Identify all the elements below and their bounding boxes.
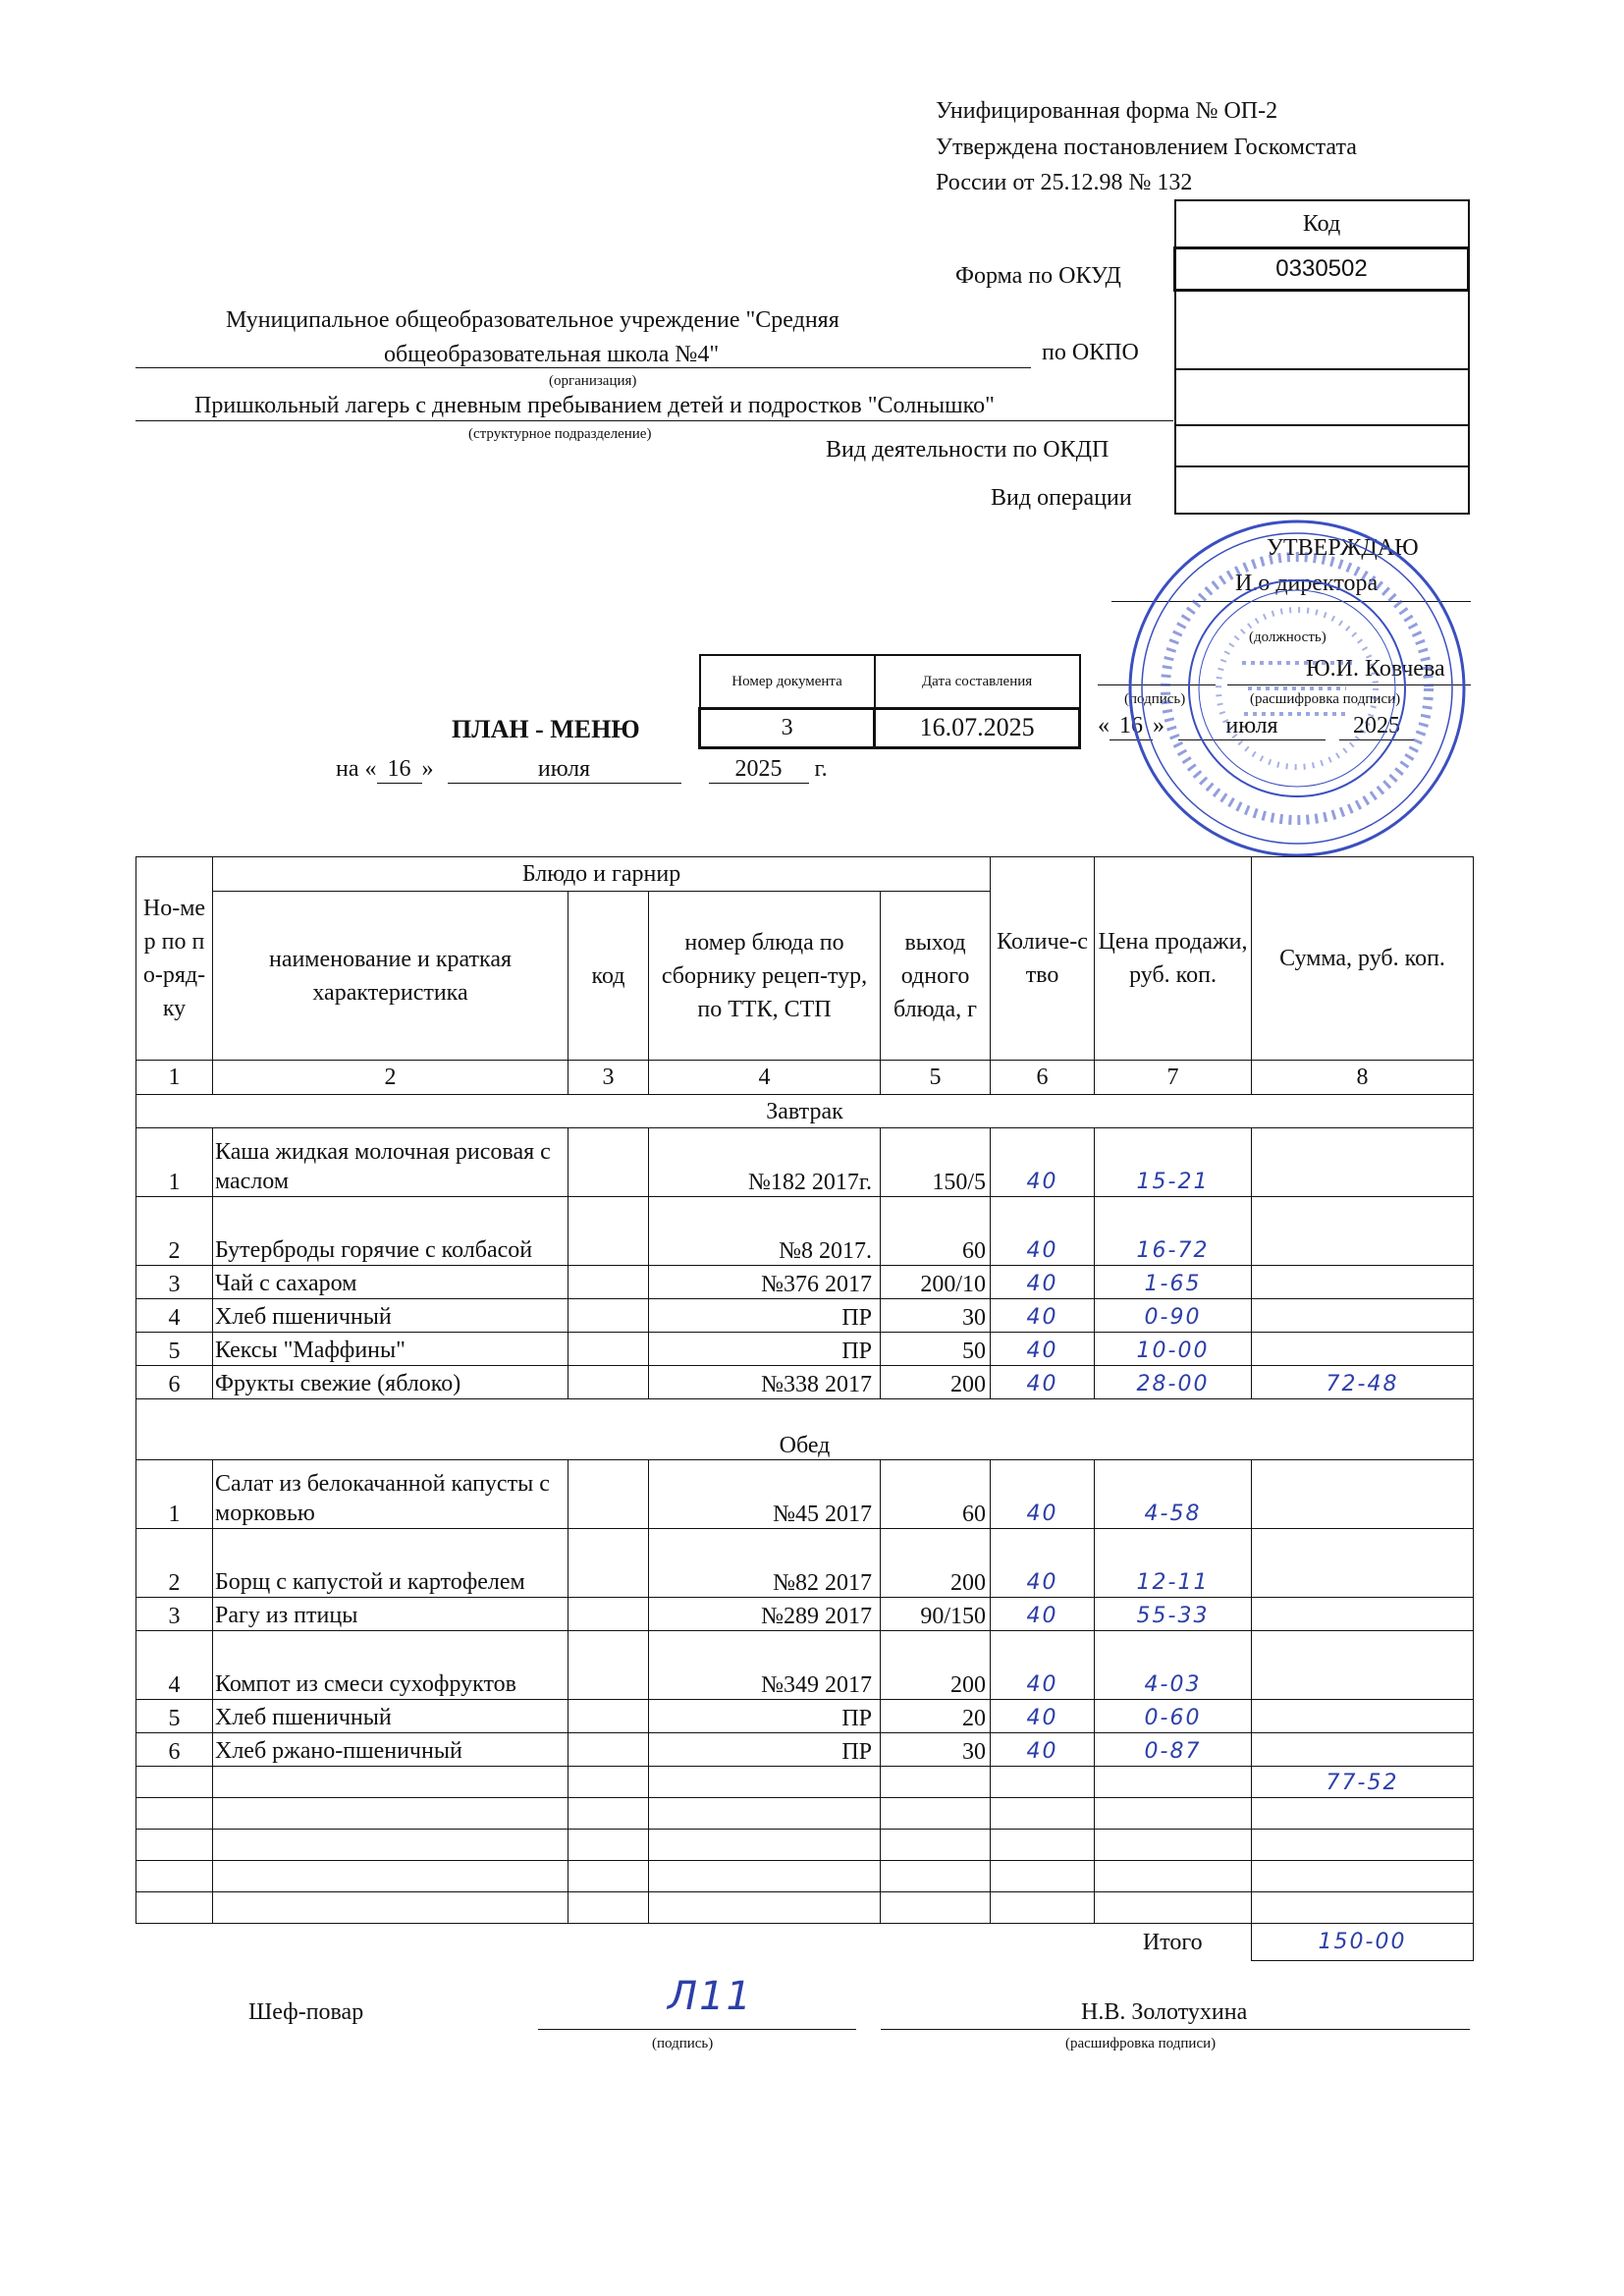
recipe-number: №289 2017 — [649, 1598, 881, 1631]
row-number: 2 — [136, 1197, 213, 1266]
dish-price: 55-33 — [1095, 1598, 1252, 1631]
row-number: 1 — [136, 1460, 213, 1529]
approval-position-caption: (должность) — [1249, 629, 1326, 645]
dish-sum — [1252, 1197, 1474, 1266]
approval-month: июля — [1178, 713, 1326, 740]
approval-position: И.о директора — [1235, 571, 1379, 596]
dish-quantity: 40 — [991, 1460, 1095, 1529]
org-caption: (организация) — [549, 373, 637, 389]
row-number: 6 — [136, 1366, 213, 1399]
dish-name: Рагу из птицы — [213, 1598, 568, 1631]
dish-code — [568, 1700, 649, 1733]
menu-row — [136, 1529, 1474, 1598]
dish-name: Бутерброды горячие с колбасой — [213, 1197, 568, 1266]
dish-name: Хлеб пшеничный — [213, 1700, 568, 1733]
dish-yield: 60 — [881, 1197, 991, 1266]
menu-date: на « 16 » июля 2025 г. — [336, 756, 828, 782]
chef-name: Н.В. Золотухина — [1081, 1999, 1248, 2025]
header-yield: выход одного блюда, г — [881, 892, 991, 1061]
dish-sum — [1252, 1460, 1474, 1529]
dish-sum — [1252, 1299, 1474, 1333]
dish-price: 4-03 — [1095, 1631, 1252, 1700]
doc-date-header: Дата составления — [875, 655, 1080, 708]
section-breakfast: Завтрак — [136, 1095, 1474, 1128]
dish-sum: 72-48 — [1252, 1366, 1474, 1399]
menu-row — [136, 1631, 1474, 1700]
dish-quantity: 40 — [991, 1197, 1095, 1266]
total-value: 150-00 — [1252, 1924, 1474, 1961]
approval-day: 16 — [1110, 713, 1153, 740]
menu-day: 16 — [377, 756, 422, 784]
approval-date: « 16 » июля 2025 — [1098, 713, 1414, 740]
dish-code — [568, 1197, 649, 1266]
approval-name: Ю.И. Ковчева — [1306, 656, 1445, 682]
dish-yield: 60 — [881, 1460, 991, 1529]
dish-code — [568, 1460, 649, 1529]
dish-name: Хлеб ржано-пшеничный — [213, 1733, 568, 1767]
dish-code — [568, 1266, 649, 1299]
recipe-number: №82 2017 — [649, 1529, 881, 1598]
header-code: код — [568, 892, 649, 1061]
dish-quantity: 40 — [991, 1333, 1095, 1366]
header-price: Цена продажи, руб. коп. — [1095, 857, 1252, 1061]
row-number: 5 — [136, 1333, 213, 1366]
dish-yield: 30 — [881, 1299, 991, 1333]
codes-table — [1173, 199, 1470, 515]
dish-quantity: 40 — [991, 1266, 1095, 1299]
subdivision-code — [1175, 369, 1469, 425]
on-label: на — [336, 756, 359, 782]
dish-price: 0-87 — [1095, 1733, 1252, 1767]
dish-sum — [1252, 1333, 1474, 1366]
recipe-number: №182 2017г. — [649, 1128, 881, 1197]
col-number-2: 2 — [213, 1061, 568, 1095]
dish-name: Каша жидкая молочная рисовая с маслом — [213, 1128, 568, 1197]
col-number-6: 6 — [991, 1061, 1095, 1095]
col-number-4: 4 — [649, 1061, 881, 1095]
row-number: 1 — [136, 1128, 213, 1197]
dish-code — [568, 1333, 649, 1366]
subdivision-name: Пришкольный лагерь с дневным пребыванием детей и подростков "Солнышко" — [194, 393, 995, 418]
dish-code — [568, 1631, 649, 1700]
dish-name: Хлеб пшеничный — [213, 1299, 568, 1333]
code-header: Код — [1175, 200, 1469, 248]
menu-row — [136, 1366, 1474, 1399]
dish-price: 0-90 — [1095, 1299, 1252, 1333]
dish-yield: 20 — [881, 1700, 991, 1733]
dish-name: Салат из белокачанной капусты с морковью — [213, 1460, 568, 1529]
dish-price: 0-60 — [1095, 1700, 1252, 1733]
recipe-number: №338 2017 — [649, 1366, 881, 1399]
recipe-number: ПР — [649, 1733, 881, 1767]
recipe-number: №376 2017 — [649, 1266, 881, 1299]
dish-code — [568, 1128, 649, 1197]
header-sum: Сумма, руб. коп. — [1252, 857, 1474, 1061]
subdivision-caption: (структурное подразделение) — [468, 426, 652, 442]
dish-code — [568, 1733, 649, 1767]
dish-price: 1-65 — [1095, 1266, 1252, 1299]
dish-quantity: 40 — [991, 1529, 1095, 1598]
okpo-label: по ОКПО — [1042, 340, 1139, 365]
dish-name: Фрукты свежие (яблоко) — [213, 1366, 568, 1399]
approval-name-caption: (расшифровка подписи) — [1250, 691, 1401, 707]
row-number: 5 — [136, 1700, 213, 1733]
menu-row — [136, 1333, 1474, 1366]
menu-row — [136, 1299, 1474, 1333]
row-number: 4 — [136, 1631, 213, 1700]
menu-row — [136, 1197, 1474, 1266]
dish-yield: 50 — [881, 1333, 991, 1366]
col-number-8: 8 — [1252, 1061, 1474, 1095]
document-title: ПЛАН - МЕНЮ — [452, 715, 640, 743]
col-number-7: 7 — [1095, 1061, 1252, 1095]
chef-name-caption: (расшифровка подписи) — [1065, 2036, 1217, 2051]
row-number: 6 — [136, 1733, 213, 1767]
dish-yield: 30 — [881, 1733, 991, 1767]
operation-value — [1175, 466, 1469, 514]
dish-yield: 200 — [881, 1631, 991, 1700]
dish-code — [568, 1299, 649, 1333]
dish-sum — [1252, 1266, 1474, 1299]
header-recipe: номер блюда по сборнику рецеп-тур, по ТТК, СТП — [649, 892, 881, 1061]
recipe-number: ПР — [649, 1299, 881, 1333]
dish-price: 28-00 — [1095, 1366, 1252, 1399]
form-title-line3: России от 25.12.98 № 132 — [936, 170, 1193, 195]
breakfast-rows — [136, 1128, 1474, 1399]
okud-label: Форма по ОКУД — [955, 263, 1121, 289]
dish-price: 10-00 — [1095, 1333, 1252, 1366]
org-name-line1: Муниципальное общеобразовательное учреждение "Средняя — [226, 307, 839, 333]
document-number-table — [698, 654, 1081, 749]
year-suffix: г. — [814, 756, 828, 782]
dish-quantity: 40 — [991, 1128, 1095, 1197]
dish-yield: 90/150 — [881, 1598, 991, 1631]
menu-row — [136, 1460, 1474, 1529]
menu-row — [136, 1598, 1474, 1631]
okpo-value — [1175, 291, 1469, 370]
menu-table — [135, 856, 1474, 1961]
dish-name: Кексы "Маффины" — [213, 1333, 568, 1366]
chef-signature-caption: (подпись) — [652, 2036, 714, 2051]
col-number-3: 3 — [568, 1061, 649, 1095]
dish-price: 16-72 — [1095, 1197, 1252, 1266]
recipe-number: №349 2017 — [649, 1631, 881, 1700]
operation-label: Вид операции — [991, 485, 1132, 511]
header-name: наименование и краткая характеристика — [213, 892, 568, 1061]
total-label: Итого — [1142, 1929, 1203, 1955]
dish-sum — [1252, 1733, 1474, 1767]
chef-signature: Л11 — [668, 1974, 753, 2019]
row-number: 3 — [136, 1266, 213, 1299]
approval-signature-caption: (подпись) — [1124, 691, 1186, 707]
col-number-1: 1 — [136, 1061, 213, 1095]
menu-year: 2025 — [709, 756, 809, 784]
dish-sum — [1252, 1598, 1474, 1631]
dish-code — [568, 1598, 649, 1631]
dish-price: 4-58 — [1095, 1460, 1252, 1529]
doc-number: 3 — [700, 708, 875, 747]
row-number: 3 — [136, 1598, 213, 1631]
dish-name: Компот из смеси сухофруктов — [213, 1631, 568, 1700]
dish-yield: 200 — [881, 1366, 991, 1399]
header-row-number: Но-мер по по-ряд-ку — [136, 857, 213, 1061]
dish-price: 15-21 — [1095, 1128, 1252, 1197]
col-number-5: 5 — [881, 1061, 991, 1095]
menu-row — [136, 1733, 1474, 1767]
dish-quantity: 40 — [991, 1700, 1095, 1733]
okdp-value — [1175, 425, 1469, 466]
dish-quantity: 40 — [991, 1366, 1095, 1399]
dish-code — [568, 1366, 649, 1399]
recipe-number: №45 2017 — [649, 1460, 881, 1529]
approval-year: 2025 — [1339, 713, 1414, 740]
menu-row — [136, 1128, 1474, 1197]
form-title-line2: Утверждена постановлением Госкомстата — [936, 135, 1357, 160]
doc-number-header: Номер документа — [700, 655, 875, 708]
okdp-label: Вид деятельности по ОКДП — [826, 437, 1110, 463]
dish-name: Чай с сахаром — [213, 1266, 568, 1299]
doc-date: 16.07.2025 — [875, 708, 1080, 747]
header-dish-group: Блюдо и гарнир — [213, 857, 991, 892]
dish-price: 12-11 — [1095, 1529, 1252, 1598]
form-title-line1: Унифицированная форма № ОП-2 — [936, 98, 1278, 124]
header-quantity: Количе-ство — [991, 857, 1095, 1061]
dish-code — [568, 1529, 649, 1598]
lunch-subtotal: 77-52 — [1252, 1767, 1474, 1798]
org-name-line2: общеобразовательная школа №4" — [384, 342, 720, 367]
row-number: 4 — [136, 1299, 213, 1333]
menu-row — [136, 1266, 1474, 1299]
dish-sum — [1252, 1529, 1474, 1598]
chef-label: Шеф-повар — [248, 1999, 364, 2025]
dish-quantity: 40 — [991, 1299, 1095, 1333]
dish-quantity: 40 — [991, 1733, 1095, 1767]
menu-row — [136, 1700, 1474, 1733]
dish-yield: 200 — [881, 1529, 991, 1598]
menu-month: июля — [448, 756, 681, 784]
dish-quantity: 40 — [991, 1631, 1095, 1700]
dish-quantity: 40 — [991, 1598, 1095, 1631]
dish-yield: 150/5 — [881, 1128, 991, 1197]
dish-name: Борщ с капустой и картофелем — [213, 1529, 568, 1598]
approval-title: УТВЕРЖДАЮ — [1267, 535, 1419, 561]
dish-sum — [1252, 1700, 1474, 1733]
dish-yield: 200/10 — [881, 1266, 991, 1299]
dish-sum — [1252, 1128, 1474, 1197]
recipe-number: ПР — [649, 1333, 881, 1366]
lunch-rows — [136, 1460, 1474, 1767]
recipe-number: ПР — [649, 1700, 881, 1733]
section-lunch: Обед — [136, 1399, 1474, 1460]
okud-value: 0330502 — [1175, 248, 1469, 291]
row-number: 2 — [136, 1529, 213, 1598]
recipe-number: №8 2017. — [649, 1197, 881, 1266]
dish-sum — [1252, 1631, 1474, 1700]
organization-stamp — [1124, 516, 1470, 861]
